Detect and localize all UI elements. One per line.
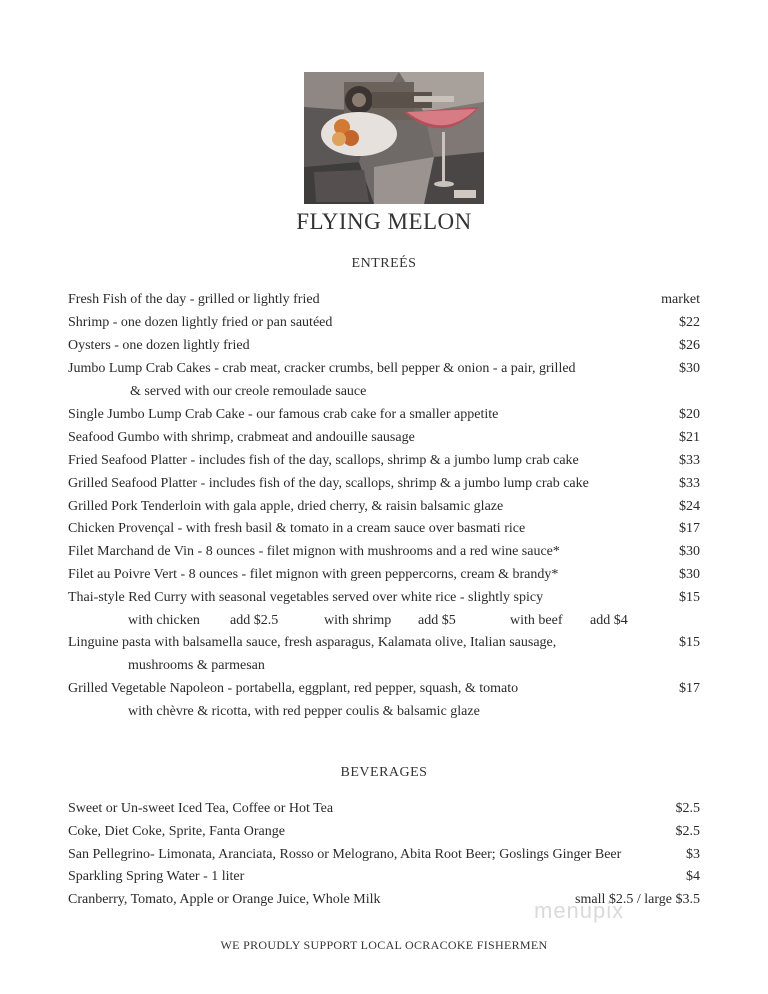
- menu-item: [68, 450, 700, 472]
- entrees-heading: ENTREÉS: [351, 256, 417, 271]
- item-price: $2.5: [675, 824, 700, 839]
- beverages-heading: BEVERAGES: [340, 765, 428, 780]
- item-price: market: [661, 292, 700, 307]
- menu-item: [68, 564, 700, 586]
- item-description: Chicken Provençal - with fresh basil & tomato in a cream sauce over basmati rice: [68, 521, 526, 536]
- item-description-continued: with chèvre & ricotta, with red pepper coulis & balsamic glaze: [128, 704, 480, 719]
- menu-item: [68, 496, 700, 518]
- item-price: $15: [679, 590, 700, 605]
- curry-addon-shrimp: with shrimp: [324, 613, 392, 628]
- item-description: Grilled Pork Tenderloin with gala apple, dried cherry, & raisin balsamic glaze: [68, 499, 504, 514]
- beverage-item: [68, 821, 700, 843]
- menu-item: [68, 358, 700, 380]
- item-description: Oysters - one dozen lightly fried: [68, 338, 250, 353]
- item-description: Sweet or Un-sweet Iced Tea, Coffee or Hot Tea: [68, 801, 334, 816]
- item-description: Filet au Poivre Vert - 8 ounces - filet mignon with green peppercorns, cream & brandy*: [68, 567, 559, 582]
- menu-item: [68, 541, 700, 563]
- restaurant-name: FLYING MELON: [296, 209, 472, 234]
- curry-addon-chicken: with chicken: [128, 613, 200, 628]
- beverage-item: [68, 844, 700, 866]
- item-price: $30: [679, 361, 700, 376]
- beverage-item: [68, 866, 700, 888]
- item-price: $15: [679, 635, 700, 650]
- item-description: San Pellegrino- Limonata, Aranciata, Rosso or Melograno, Abita Root Beer; Goslings Ginger Beer: [68, 847, 622, 862]
- item-price: $2.5: [675, 801, 700, 816]
- item-price: $20: [679, 407, 700, 422]
- item-price: $17: [679, 521, 700, 536]
- item-price: $33: [679, 476, 700, 491]
- menu-item: [68, 289, 700, 311]
- item-price: $26: [679, 338, 700, 353]
- curry-addon-beef-price: add $4: [590, 613, 628, 628]
- menu-item: [68, 587, 700, 609]
- item-price: $4: [686, 869, 700, 884]
- beverage-item: [68, 798, 700, 820]
- menu-item: [68, 632, 700, 654]
- menu-artwork: [304, 72, 484, 204]
- item-description: Fresh Fish of the day - grilled or lightly fried: [68, 292, 320, 307]
- item-description: Grilled Vegetable Napoleon - portabella, eggplant, red pepper, squash, & tomato: [68, 681, 519, 696]
- item-price: $17: [679, 681, 700, 696]
- curry-addon-beef: with beef: [510, 613, 563, 628]
- item-price: $21: [679, 430, 700, 445]
- item-description: Shrimp - one dozen lightly fried or pan sautéed: [68, 315, 333, 330]
- item-price: $30: [679, 567, 700, 582]
- item-description: Thai-style Red Curry with seasonal vegetables served over white rice - slightly spicy: [68, 590, 544, 605]
- item-price: $33: [679, 453, 700, 468]
- menupix-watermark: menupix: [534, 898, 625, 923]
- item-description: Coke, Diet Coke, Sprite, Fanta Orange: [68, 824, 285, 839]
- menu-item: [68, 518, 700, 540]
- footer-note: WE PROUDLY SUPPORT LOCAL OCRACOKE FISHERMEN: [220, 938, 548, 952]
- menu-item: [68, 335, 700, 357]
- curry-addon-shrimp-price: add $5: [418, 613, 456, 628]
- item-description: Single Jumbo Lump Crab Cake - our famous crab cake for a smaller appetite: [68, 407, 499, 422]
- item-price: $22: [679, 315, 700, 330]
- item-description: Grilled Seafood Platter - includes fish of the day, scallops, shrimp & a jumbo lump crab cake: [68, 476, 589, 491]
- item-description-continued: mushrooms & parmesan: [128, 658, 265, 673]
- curry-addon-chicken-price: add $2.5: [230, 613, 279, 628]
- item-description: Filet Marchand de Vin - 8 ounces - filet mignon with mushrooms and a red wine sauce*: [68, 544, 560, 559]
- item-price: small $2.5 / large $3.5: [575, 892, 700, 907]
- item-description-continued: & served with our creole remoulade sauce: [130, 384, 367, 399]
- item-description: Fried Seafood Platter - includes fish of the day, scallops, shrimp & a jumbo lump crab cake: [68, 453, 579, 468]
- menu-item: [68, 678, 700, 700]
- menu-item: [68, 312, 700, 334]
- item-price: $3: [686, 847, 700, 862]
- item-price: $30: [679, 544, 700, 559]
- item-description: Jumbo Lump Crab Cakes - crab meat, cracker crumbs, bell pepper & onion - a pair, grilled: [68, 361, 576, 376]
- menu-item: [68, 404, 700, 426]
- item-description: Seafood Gumbo with shrimp, crabmeat and andouille sausage: [68, 430, 415, 445]
- menu-item: [68, 473, 700, 495]
- item-description: Cranberry, Tomato, Apple or Orange Juice, Whole Milk: [68, 892, 381, 907]
- item-description: Sparkling Spring Water - 1 liter: [68, 869, 245, 884]
- item-price: $24: [679, 499, 700, 514]
- menu-item: [68, 427, 700, 449]
- item-description: Linguine pasta with balsamella sauce, fresh asparagus, Kalamata olive, Italian sausage,: [68, 635, 557, 650]
